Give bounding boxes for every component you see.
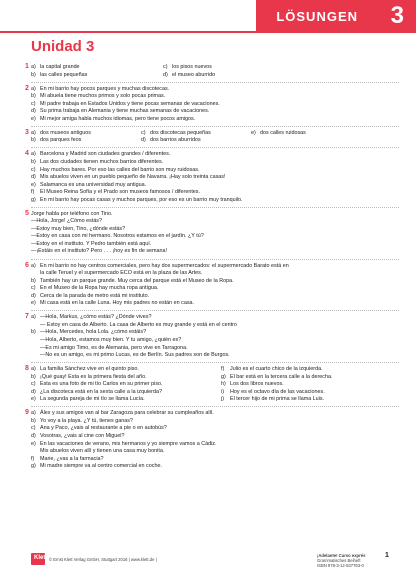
- answer: Mi madre siempre va al centro comercial en coche.: [40, 463, 162, 470]
- divider: [31, 82, 399, 84]
- answer: dos discotecas pequeñas: [150, 129, 211, 136]
- answer: La segunda pareja de mi tío se llama Lucía.: [40, 396, 145, 403]
- answer: El Museo Reina Sofía y el Prado son museos famosos / diferentes.: [40, 189, 201, 196]
- answer: Mi casa está en la calle Luna. Hoy mis padres no están en casa.: [40, 300, 195, 307]
- book-subtitle: Grammatisches Beiheft: [317, 558, 361, 564]
- answer: Hoy es el octavo día de las vacaciones.: [230, 388, 325, 395]
- answer: En las vacaciones de verano, mis hermanos y yo siempre vamos a Cádiz.: [40, 440, 217, 447]
- divider: [31, 259, 399, 261]
- page-number: 1: [385, 552, 389, 559]
- unit-title: Unidad 3: [31, 38, 95, 55]
- answer: Mi padre trabaja en Estados Unidos y tiene pocas semanas de vacaciones.: [40, 100, 220, 107]
- exercise-number: 5: [25, 209, 29, 217]
- exercise-6: 6 a) En mi barrio no hay centros comerciales, pero hay dos supermercados: el supermercado Barato está en la calle Teruel y el supermercado ECO está en la plaza de las Artes. b) También hay un parque grande. Muy cerca del parque está el Museo de la Ropa. c) En el Museo de la Ropa hay mucha ropa antigua. d) Cerca de la parada de metro está mi instituto. e) Mi casa está en la calle Luna. Hoy mis padres no están en casa.: [31, 263, 399, 308]
- answer: En mi barrio hay pocas casas y muchos parques, por eso es un barrio muy tranquilo.: [40, 196, 243, 203]
- logo-text: Klett: [34, 555, 48, 561]
- divider: [31, 362, 399, 364]
- answer: Marie, ¿vas a la farmacia?: [40, 455, 104, 462]
- answer: —Hola, Markus, ¿cómo estás? ¿Dónde vives?: [40, 314, 152, 321]
- answer: el museo aburrido: [172, 71, 216, 78]
- answer: Ana y Paco, ¿vais al restaurante a pie o en autobús?: [40, 425, 167, 432]
- exercise-number: 2: [25, 84, 29, 92]
- answer: — Estoy en casa de Alberto. La casa de Alberto es muy grande y está en el centro: [40, 321, 237, 328]
- answer: Hay muchos bares. Por eso las calles del barrio son muy ruidosas.: [40, 166, 200, 173]
- solutions-content: [25, 63, 399, 473]
- answer: Álex y sus amigos van al bar Zaragoza para celebrar su cumpleaños allí.: [40, 410, 214, 417]
- copyright: © Ernst Klett Verlag GmbH, Stuttgart 2016 | www.klett.de |: [49, 557, 157, 562]
- answer: —Estoy muy bien, Tino, ¿dónde estás?: [31, 225, 126, 232]
- answer: En el Museo de la Ropa hay mucha ropa antigua.: [40, 285, 159, 292]
- answer: —Es mi amigo Timo, es de Alemania, pero vive en Tarragona.: [40, 344, 188, 351]
- answer: Esta es una foto de mi tío Carlos en su primer piso.: [40, 381, 163, 388]
- answer: En mi barrio hay pocos parques y muchas discotecas.: [40, 85, 170, 92]
- klett-logo: [31, 553, 48, 565]
- exercise-4: 4 a) Barcelona y Madrid son ciudades grandes / diferentes. b) Las dos ciudades tienen muchos barrios diferentes. c) Hay muchos bares. Por eso las calles del barrio son muy ruidosas. d) Mis abuelos viven en un pueblo pequeño de Navarra. ¡Hay solo treinta casas! e) Salamanca es una universidad muy antigua. f) El Museo Reina Sofía y el Prado son museos famosos / diferentes. g) En mi barrio hay pocas casas y muchos parques, por eso es un barrio muy tranquilo.: [25, 150, 243, 203]
- answer: —Hola, Alberto, estamos muy bien. Y tu amigo, ¿quién es?: [40, 336, 182, 343]
- divider: [31, 310, 399, 312]
- exercise-8: 8 a) La familia Sánchez vive en el quinto piso. b) ¡Qué guay! Esta es la primera fiesta del año. c) Esta es una foto de mi tío Carlos en su primer piso. d) ¿La discoteca está en la sexta calle a la izquierda? e) La segunda pareja de mi tío se llama Lucía. f) Julio es el cuarto chico de la izquierda. g) El bar está en la tercera calle a la derecha. h) Los dos libros nuevos. i) Hoy es el octavo día de las vacaciones. j) El tercer hijo de mi prima se llama Luis.: [25, 365, 333, 403]
- answer: Vosotras, ¿vais al cine con Miguel?: [40, 432, 125, 439]
- answer: Salamanca es una universidad muy antigua.: [40, 181, 147, 188]
- answer: El bar está en la tercera calle a la derecha.: [230, 373, 333, 380]
- answer: Barcelona y Madrid son ciudades grandes / diferentes.: [40, 151, 171, 158]
- answer: las calles pequeñas: [40, 71, 88, 78]
- answer: la capital grande: [40, 64, 80, 70]
- page-header: [0, 0, 416, 34]
- answer: —¡Estáis en el instituto? Pero . . . ¡hoy es fin de semana!: [31, 248, 168, 255]
- answer: Las dos ciudades tienen muchos barrios diferentes.: [40, 158, 164, 165]
- exercise-5: [25, 209, 399, 256]
- exercise-3: 3 a) dos museos antiguos c) dos discotecas pequeñas e) dos calles ruidosas b) dos parques feos d) dos barrios aburridos: [25, 128, 306, 144]
- divider: [31, 147, 399, 149]
- exercise-number: 3: [25, 128, 29, 136]
- answer: —Hola, Jorge! ¿Cómo estás?: [31, 218, 103, 225]
- answer: Mis abuelos viven en un pueblo pequeño de Navarra. ¡Hay solo treinta casas!: [40, 174, 226, 181]
- answer: También hay un parque grande. Muy cerca del parque está el Museo de la Ropa.: [40, 277, 234, 284]
- answer: En mi barrio no hay centros comerciales, pero hay dos supermercados: el supermercado Barato está en: [40, 262, 289, 269]
- book-isbn: ISBN 978-3-12-537763-0: [317, 563, 364, 569]
- exercise-number: 1: [25, 63, 29, 70]
- book-info: [317, 553, 365, 569]
- answer: dos parques feos: [40, 137, 82, 144]
- divider: [31, 126, 399, 128]
- exercise-number: 4: [25, 150, 29, 158]
- answer: Jorge habla por teléfono con Tino.: [31, 210, 113, 217]
- answer: ¿La discoteca está en la sexta calle a la izquierda?: [40, 388, 162, 395]
- exercise-2: 2 a) En mi barrio hay pocos parques y muchas discotecas. b) Mi abuela tiene muchos primos y solo pocas primas. c) Mi padre trabaja en Estados Unidos y tiene pocas semanas de vacaciones. d) Su prima trabaja en Alemania y tiene muchas semanas de vacaciones. e) Mi mejor amiga habla muchos idiomas, pero tiene pocos amigos.: [25, 84, 220, 122]
- answer: Su prima trabaja en Alemania y tiene muchas semanas de vacaciones.: [40, 108, 210, 115]
- divider: [31, 406, 399, 408]
- answer: la calle Teruel y el supermercado ECO está en la plaza de las Artes.: [40, 270, 203, 277]
- chapter-number: 3: [390, 2, 404, 29]
- answer: —Hola, Mercedes, hola Lola. ¿cómo estáis?: [40, 329, 147, 336]
- exercise-1: 1 a) la capital grande c) los pisos nuevos b) las calles pequeñas d) el museo aburrido: [25, 63, 216, 78]
- answer: —Estoy en el instituto. Y Pedro también está aquí.: [31, 240, 152, 247]
- answer: Yo voy a la playa. ¿Y tú, tienes ganas?: [40, 417, 133, 424]
- answer: Mis abuelos viven allí y tienen una casa muy bonita.: [40, 448, 165, 455]
- divider: [31, 207, 399, 209]
- answer: Los dos libros nuevos.: [230, 381, 284, 388]
- answer: Cerca de la parada de metro está mi instituto.: [40, 292, 150, 299]
- answer: —No es un amigo, es mi primo Lucas, es de Berlín. Sus padres son de Burgos.: [40, 352, 230, 359]
- exercise-7: 7 a) —Hola, Markus, ¿cómo estás? ¿Dónde vives? — Estoy en casa de Alberto. La casa de Alberto es muy grande y está en el centro b) —Hola, Mercedes, hola Lola. ¿cómo estáis? —Hola, Alberto, estamos muy bien. Y tu amigo, ¿quién es? —Es mi amigo Timo, es de Alemania, pero vive en Tarragona. —No es un amigo, es mi primo Lucas, es de Berlín. Sus padres son de Burgos.: [31, 314, 399, 359]
- answer: dos calles ruidosas: [260, 129, 306, 136]
- exercise-number: 7: [25, 313, 29, 321]
- answer: —Estoy en casa con mi hermano. Nosotros estamos en el jardín. ¿Y tú?: [31, 233, 204, 240]
- answer: dos museos antiguos: [40, 129, 91, 136]
- book-title: ¡Adelante! Curso exprés: [317, 553, 366, 558]
- header-title: LÖSUNGEN: [276, 9, 358, 24]
- answer: dos barrios aburridos: [150, 137, 201, 144]
- answer: los pisos nuevos: [172, 64, 212, 70]
- exercise-number: 6: [25, 261, 29, 269]
- answer: Mi abuela tiene muchos primos y solo pocas primas.: [40, 93, 166, 100]
- exercise-number: 9: [25, 409, 29, 417]
- answer: ¡Qué guay! Esta es la primera fiesta del año.: [40, 373, 147, 380]
- answer: La familia Sánchez vive en el quinto piso.: [40, 366, 139, 373]
- answer: Mi mejor amiga habla muchos idiomas, pero tiene pocos amigos.: [40, 115, 196, 122]
- answer: El tercer hijo de mi prima se llama Luis.: [230, 396, 325, 403]
- exercise-9: 9 a) Álex y sus amigos van al bar Zaragoza para celebrar su cumpleaños allí. b) Yo voy a la playa. ¿Y tú, tienes ganas? c) Ana y Paco, ¿vais al restaurante a pie o en autobús? d) Vosotras, ¿vais al cine con Miguel? e) En las vacaciones de verano, mis hermanos y yo siempre vamos a Cádiz. Mis abuelos viven allí y tienen una casa muy bonita. f) Marie, ¿vas a la farmacia? g) Mi madre siempre va al centro comercial en coche.: [31, 410, 399, 470]
- answer: Julio es el cuarto chico de la izquierda.: [230, 366, 323, 373]
- exercise-number: 8: [25, 365, 29, 373]
